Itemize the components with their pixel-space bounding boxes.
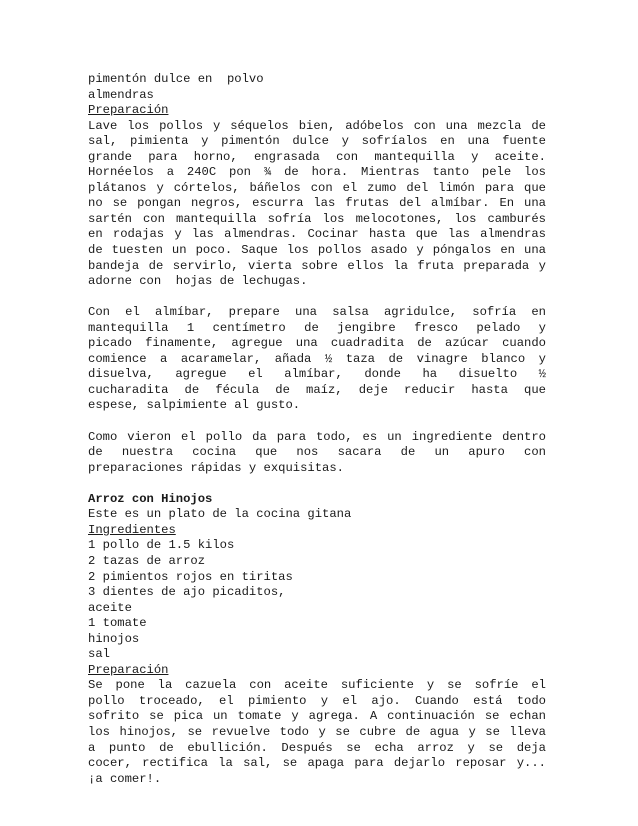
text-line: no se pongan negros, escurra las frutas del almíbar. En una	[88, 196, 546, 211]
text-line: Con el almíbar, prepare una salsa agridulce, sofría en	[88, 305, 546, 320]
text-line: mantequilla 1 centímetro de jengibre fresco pelado y	[88, 320, 546, 335]
text-line: sofrito se pica un tomate y agrega. A continuación se echan	[88, 709, 546, 724]
ingredients-list	[88, 538, 546, 662]
text-line: sal, pimienta y pimentón dulce y sofríalos en una fuente	[88, 134, 546, 149]
ingredient-line: pimentón dulce en polvo	[88, 72, 264, 86]
paragraph-gap	[88, 476, 546, 492]
text-line: comience a acaramelar, añada ½ taza de vinagre blanco y	[88, 351, 546, 366]
list-item: 3 dientes de ajo picaditos,	[88, 585, 286, 600]
text-line: Hornéelos a 240C pon ¾ de hora. Mientras tanto pele los	[88, 165, 546, 180]
list-item: 2 tazas de arroz	[88, 553, 206, 568]
text-line: cucharadita de fécula de maíz, deje reducir hasta que	[88, 382, 546, 397]
text-line: sartén con mantequilla sofría los melocotones, los camburés	[88, 211, 546, 226]
text-line: espese, salpimiente al gusto.	[88, 398, 301, 413]
text-line: los hinojos, se revuelve todo y se cubre de agua y se lleva	[88, 724, 546, 739]
preparation-heading: Preparación	[88, 103, 169, 118]
text-line: Como vieron el pollo da para todo, es un ingrediente dentro	[88, 429, 546, 444]
text-line: Lave los pollos y séquelos bien, adóbelos con una mezcla de	[88, 118, 546, 133]
preparation-paragraph	[88, 119, 546, 290]
recipe-title: Arroz con Hinojos	[88, 491, 213, 506]
document-body	[88, 72, 546, 787]
recipe-subtitle: Este es un plato de la cocina gitana	[88, 507, 352, 522]
list-item: 1 pollo de 1.5 kilos	[88, 538, 235, 553]
list-item: 2 pimientos rojos en tiritas	[88, 569, 293, 584]
text-line: a punto de ebullición. Después se echa arroz y se deja	[88, 740, 546, 755]
list-item: hinojos	[88, 631, 140, 646]
list-item: aceite	[88, 600, 132, 615]
text-line: ¡a comer!.	[88, 771, 162, 786]
list-item: 1 tomate	[88, 616, 147, 631]
conclusion-paragraph	[88, 430, 546, 477]
text-line: plátanos y córtelos, báñelos con el zumo del limón para que	[88, 180, 546, 195]
list-item: sal	[88, 647, 110, 662]
text-line: bandeja de servirlo, vierta sobre ellos la fruta preparada y	[88, 258, 546, 273]
text-line: en rodajas y las almendras. Cocinar hasta que las almendras	[88, 227, 546, 242]
text-line: disuelva, agregue el almíbar, donde ha disuelto ½	[88, 367, 546, 382]
text-line: grande para horno, engrasada con mantequilla y aceite.	[88, 149, 546, 164]
ingredient-line: almendras	[88, 87, 154, 102]
text-line: adorne con hojas de lechugas.	[88, 274, 308, 289]
preparation-paragraph	[88, 678, 546, 787]
preparation-heading: Preparación	[88, 662, 169, 677]
text-line: preparaciones rápidas y exquisitas.	[88, 460, 344, 475]
text-line: pollo troceado, el pimiento y el ajo. Cuando está todo	[88, 693, 546, 708]
paragraph-gap	[88, 414, 546, 430]
sauce-paragraph	[88, 305, 546, 414]
text-line: picado finamente, agregue una cuadradita de azúcar cuando	[88, 336, 546, 351]
text-line: Se pone la cazuela con aceite suficiente y se sofríe el	[88, 678, 546, 693]
paragraph-gap	[88, 290, 546, 306]
text-line: de tuesten un poco. Saque los pollos asado y póngalos en una	[88, 243, 546, 258]
text-line: cocer, rectifica la sal, se apaga para dejarlo reposar y...	[88, 756, 546, 771]
text-line: de nuestra cocina que nos sacara de un apuro con	[88, 445, 546, 460]
ingredients-heading: Ingredientes	[88, 522, 176, 537]
